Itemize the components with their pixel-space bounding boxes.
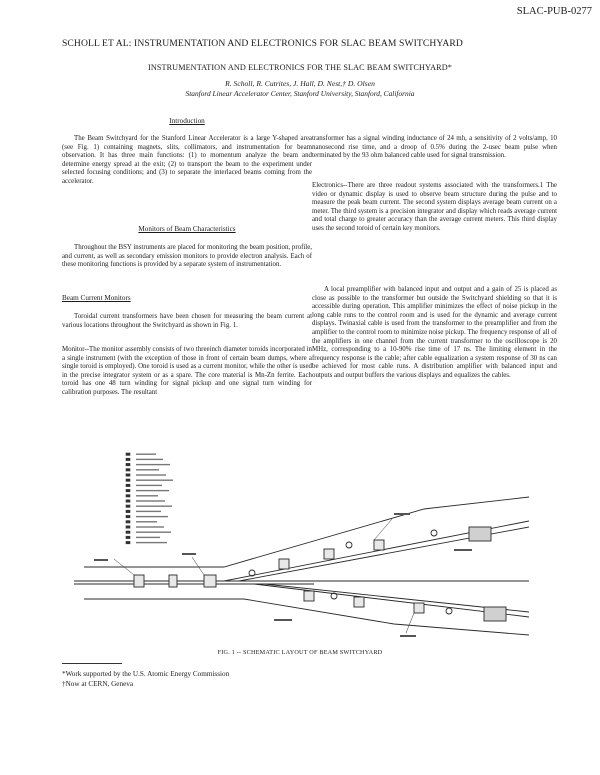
legend-symbol (126, 531, 130, 533)
legend-label (136, 526, 164, 527)
legend-label (136, 495, 158, 496)
legend-label (136, 500, 165, 501)
legend-symbol (126, 515, 130, 517)
report-number: SLAC-PUB-0277 (516, 6, 592, 17)
legend-label (136, 459, 163, 460)
preamplifier-paragraph: A local preamplifier with balanced input and output and a gain of 25 is placed as close as possible to the transformer but outside the Switchyard shielding so that it is accessible during operation. This amplifier minimizes the effect of noise pickup in the long cable runs to the control room and is used for the dynamic and average current displays. Twinaxial cable is used from the transformer to the preamplifier and from the amplifier to the control room to minimize noise pickup. The frequency response of all of the amplifiers in one channel from the current transformer to the oscilloscope is 20 MHz, corresponding to a 10-90% rise time of 17 ns. The limiting element in the frequency response is the cable; after cable equalization a system response of 30 ns can be achieved for most cable runs. A distribution amplifier with balanced input and outputs and output buffers the various displays and equalizes the cables. (312, 286, 557, 379)
legend-label (136, 542, 167, 543)
legend-symbol (126, 489, 130, 491)
introduction-heading: Introduction (169, 117, 205, 125)
legend-label (136, 516, 168, 517)
legend-symbol (126, 453, 130, 455)
electronics-paragraph: Electronics--There are three readout systems associated with the transformers.1 The video or dynamic display is used to observe beam structure during the pulse and to measure the peak beam current. The second system displays average beam current on a meter. The third system is a precision integrator and display which reads average current and total charge to greater accuracy than the average current meters. This third display uses the second toroid of certain key monitors. (312, 182, 557, 232)
legend-symbol (126, 526, 130, 528)
legend-symbol (126, 484, 130, 486)
legend-symbol (126, 505, 130, 507)
beam-current-paragraph: Toroidal current transformers have been chosen for measuring the beam current at various locations throughout the Switchyard as shown in Fig. 1. (62, 313, 312, 329)
legend-symbol (126, 500, 130, 502)
legend-symbol (126, 458, 130, 460)
transformer-paragraph: transformer has a signal winding inductance of 24 mh, a sensitivity of 2 volts/amp, 10 nanosecond rise time, and a droop of 0.5% during the 2-usec beam pulse when terminated by the 93 ohm balanced cable used for signal transmission. (312, 135, 557, 160)
legend-symbol (126, 469, 130, 471)
legend-label (136, 454, 156, 455)
beamline-drawing (74, 497, 529, 635)
legend-label (136, 469, 159, 470)
legend-label (136, 490, 169, 491)
legend-label (136, 485, 162, 486)
legend-label (136, 506, 172, 507)
beam-current-heading: Beam Current Monitors (62, 294, 131, 302)
footnote-affiliation: †Now at CERN, Geneva (62, 680, 134, 688)
figure-legend (126, 453, 173, 544)
author-list: R. Scholl, R. Cutrites, J. Hall, D. Nest,† D. Olsen (225, 79, 375, 88)
footnote-rule (62, 663, 122, 664)
switchyard-schematic-figure (74, 449, 529, 645)
legend-label (136, 511, 161, 512)
paper-title: INSTRUMENTATION AND ELECTRONICS FOR THE SLAC BEAM SWITCHYARD* (148, 63, 452, 72)
footnote-funding: *Work supported by the U.S. Atomic Energy Commission (62, 670, 230, 678)
legend-symbol (126, 463, 130, 465)
legend-label (136, 537, 160, 538)
introduction-paragraph: The Beam Switchyard for the Stanford Linear Accelerator is a large Y-shaped area (see Fig. 1) containing magnets, slits, collimators, and instrumentation for beam observation. It has three main functions: (1) to momentum analyze the beam and determine energy spread at the exit; (2) to transport the beam to the experiment under selected focusing conditions; and (3) to separate the interlaced beams coming from the accelerator. (62, 135, 312, 185)
monitor-paragraph: Monitor--The monitor assembly consists of two threeinch diameter toroids incorporated in a single instrument (with the exception of those in front of certain beam dumps, where a single toroid is employed). One toroid is used as a current monitor, while the other is used in the precise integrator system or as a spare. The core material is Mn-Zn ferrite. Each toroid has one 48 turn winding for signal pickup and one signal turn winding for calibration purposes. The resultant (62, 346, 312, 396)
legend-label (136, 532, 171, 533)
legend-symbol (126, 479, 130, 481)
running-head: SCHOLL ET AL: INSTRUMENTATION AND ELECTRONICS FOR SLAC BEAM SWITCHYARD (62, 38, 463, 49)
legend-symbol (126, 474, 130, 476)
monitors-heading: Monitors of Beam Characteristics (138, 225, 236, 233)
affiliation: Stanford Linear Accelerator Center, Stanford University, Stanford, California (185, 89, 415, 98)
figure-caption: FIG. 1 -- SCHEMATIC LAYOUT OF BEAM SWITCHYARD (217, 649, 383, 656)
legend-symbol (126, 510, 130, 512)
legend-symbol (126, 541, 130, 543)
legend-symbol (126, 495, 130, 497)
legend-symbol (126, 536, 130, 538)
legend-label (136, 474, 166, 475)
legend-symbol (126, 521, 130, 523)
legend-label (136, 480, 173, 481)
monitors-paragraph: Throughout the BSY instruments are placed for monitoring the beam position, profile, and current, as well as secondary emission monitors to provide electron analysis. Each of these monitoring functions is provided by a separate system of instrumentation. (62, 244, 312, 269)
legend-label (136, 464, 170, 465)
legend-label (136, 521, 157, 522)
